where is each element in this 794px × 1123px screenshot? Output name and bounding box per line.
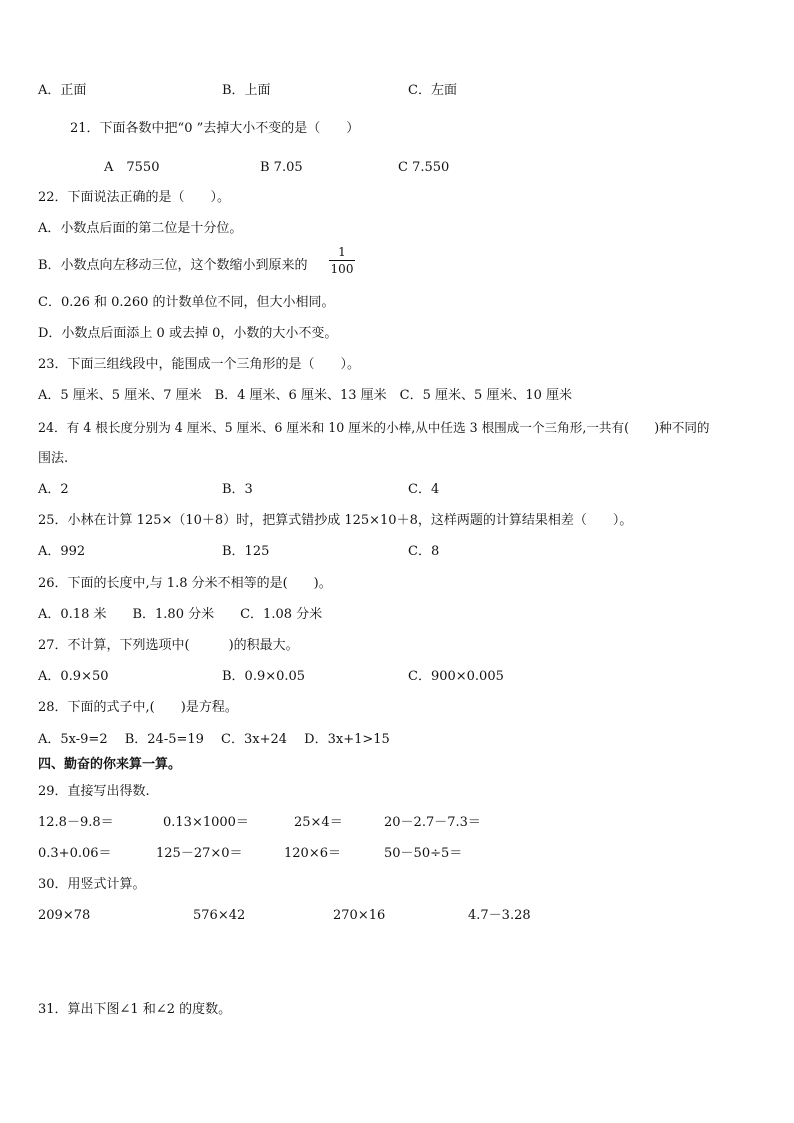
q29-item: 12.8－9.8＝ <box>38 815 114 830</box>
q29-item: 25×4＝ <box>294 815 343 830</box>
q29-item: 0.3+0.06＝ <box>38 846 112 861</box>
q28-stem: 28．下面的式子中,( )是方程。 <box>38 700 238 715</box>
q24-option-b: B．3 <box>222 482 253 497</box>
q27-option-b: B．0.9×0.05 <box>222 669 306 684</box>
q24-stem-line1: 24．有 4 根长度分别为 4 厘米、5 厘米、6 厘米和 10 厘米的小棒,从中任选 3 根围成一个三角形,一共有( )种不同的 <box>38 420 710 435</box>
fraction-denominator: 100 <box>330 262 354 276</box>
q24-option-a: A．2 <box>38 482 69 497</box>
q27-option-c: C．900×0.005 <box>408 669 504 684</box>
q22-fraction <box>329 245 355 276</box>
q29-item: 0.13×1000＝ <box>163 815 249 830</box>
q30-item: 4.7－3.28 <box>468 908 531 923</box>
q21-option-a: A 7550 <box>104 160 160 175</box>
q22-option-c: C．0.26 和 0.260 的计数单位不同，但大小相同。 <box>38 295 335 310</box>
q22-option-a: A．小数点后面的第二位是十分位。 <box>38 221 243 236</box>
q29-item: 50－50÷5＝ <box>384 846 463 861</box>
q29-item: 125－27×0＝ <box>156 846 243 861</box>
q30-stem: 30．用竖式计算。 <box>38 877 146 892</box>
q22-option-d: D．小数点后面添上 0 或去掉 0，小数的大小不变。 <box>38 326 338 341</box>
q25-option-a: A．992 <box>38 544 86 559</box>
q25-option-b: B．125 <box>222 544 270 559</box>
q20-option-c: C．左面 <box>408 83 457 98</box>
q22-stem: 22．下面说法正确的是（ ）。 <box>38 190 231 205</box>
q26-options: A．0.18 米 B．1.80 分米 C．1.08 分米 <box>38 607 323 622</box>
fraction-numerator: 1 <box>338 245 346 259</box>
q23-stem: 23．下面三组线段中，能围成一个三角形的是（ ）。 <box>38 357 361 372</box>
q29-item: 120×6＝ <box>284 846 341 861</box>
q25-option-c: C．8 <box>408 544 440 559</box>
q29-stem: 29．直接写出得数. <box>38 784 150 799</box>
q26-stem: 26．下面的长度中,与 1.8 分米不相等的是( )。 <box>38 576 332 591</box>
q27-option-a: A．0.9×50 <box>38 669 109 684</box>
q24-option-c: C．4 <box>408 482 440 497</box>
q21-stem: 21．下面各数中把“0 ”去掉大小不变的是（ ） <box>70 121 360 136</box>
q31-stem: 31．算出下图∠1 和∠2 的度数。 <box>38 1002 232 1017</box>
q29-item: 20－2.7－7.3＝ <box>384 815 481 830</box>
q23-options: A．5 厘米、5 厘米、7 厘米 B．4 厘米、6 厘米、13 厘米 C．5 厘米、5 厘米、10 厘米 <box>38 388 573 403</box>
q20-option-a: A．正面 <box>38 83 87 98</box>
q27-stem: 27．不计算，下列选项中( )的积最大。 <box>38 638 299 653</box>
fraction-bar <box>329 260 355 261</box>
q21-option-c: C 7.550 <box>398 160 450 175</box>
section-heading: 四、勤奋的你来算一算。 <box>38 757 182 772</box>
q28-options: A．5x-9=2 B．24-5=19 C．3x+24 D．3x+1>15 <box>38 732 390 747</box>
q21-option-b: B 7.05 <box>260 160 303 175</box>
q30-item: 209×78 <box>38 908 91 923</box>
q30-item: 576×42 <box>193 908 246 923</box>
q25-stem: 25．小林在计算 125×（10＋8）时，把算式错抄成 125×10＋8，这样两题的计算结果相差（ ）。 <box>38 513 633 528</box>
q20-option-b: B．上面 <box>222 83 271 98</box>
q24-stem-line2: 围法. <box>38 451 69 466</box>
q30-item: 270×16 <box>333 908 386 923</box>
q22-option-b: B．小数点向左移动三位，这个数缩小到原来的 <box>38 258 308 273</box>
